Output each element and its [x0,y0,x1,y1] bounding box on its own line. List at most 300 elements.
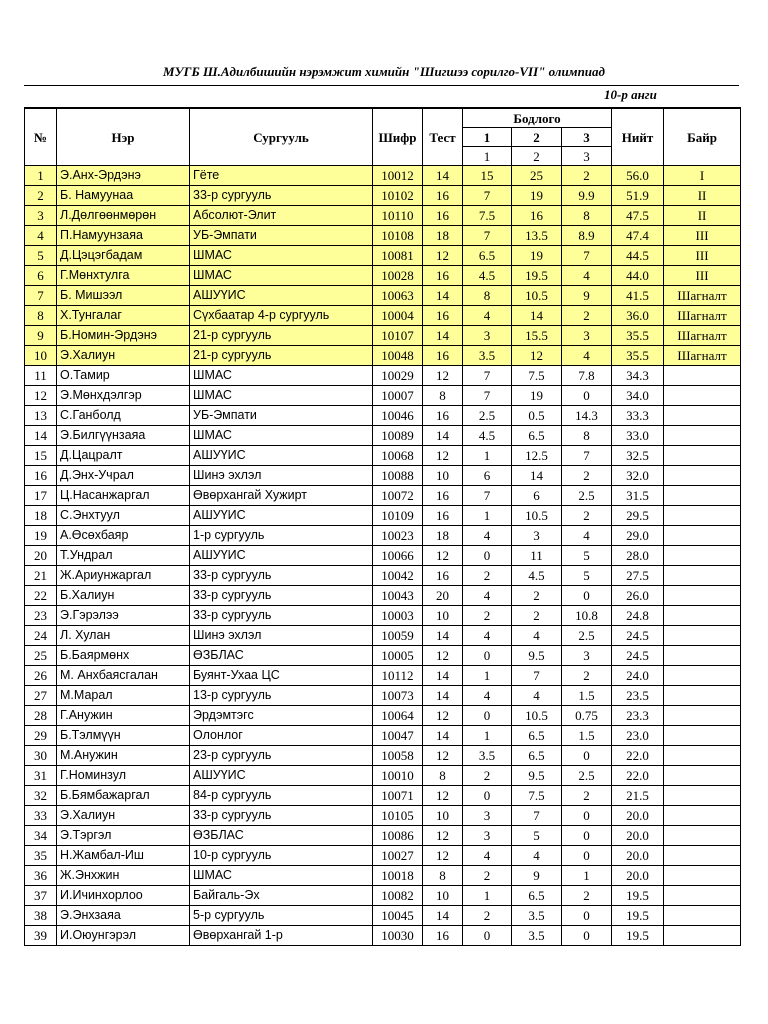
cell-place: III [664,226,741,246]
cell-total: 35.5 [612,326,664,346]
cell-p1: 0 [463,646,512,666]
cell-school: АШУҮИС [190,286,373,306]
cell-p1: 7 [463,186,512,206]
cell-total: 19.5 [612,886,664,906]
cell-test: 8 [423,866,463,886]
cell-school: УБ-Эмпати [190,406,373,426]
cell-code: 10112 [373,666,423,686]
cell-p1: 1 [463,506,512,526]
cell-test: 12 [423,826,463,846]
cell-place [664,466,741,486]
cell-no: 19 [25,526,57,546]
header-name: Нэр [57,108,190,166]
cell-p1: 1 [463,726,512,746]
cell-test: 14 [423,666,463,686]
cell-school: Шинэ эхлэл [190,626,373,646]
table-row [25,586,741,606]
cell-p3: 0.75 [562,706,612,726]
cell-code: 10004 [373,306,423,326]
table-row [25,766,741,786]
cell-school: 13-р сургууль [190,686,373,706]
cell-place [664,746,741,766]
cell-p2: 9 [512,866,562,886]
cell-p3: 7 [562,446,612,466]
cell-name: Б.Тэлмүүн [57,726,190,746]
cell-no: 32 [25,786,57,806]
cell-code: 10107 [373,326,423,346]
cell-code: 10108 [373,226,423,246]
cell-p2: 9.5 [512,646,562,666]
cell-p2: 10.5 [512,286,562,306]
cell-p1: 6.5 [463,246,512,266]
cell-p2: 2 [512,586,562,606]
cell-test: 12 [423,366,463,386]
cell-total: 28.0 [612,546,664,566]
cell-p2: 10.5 [512,506,562,526]
cell-name: Б.Бямбажаргал [57,786,190,806]
cell-school: Абсолют-Элит [190,206,373,226]
cell-p2: 6.5 [512,726,562,746]
cell-code: 10081 [373,246,423,266]
cell-no: 34 [25,826,57,846]
cell-no: 10 [25,346,57,366]
cell-code: 10046 [373,406,423,426]
cell-code: 10089 [373,426,423,446]
table-row [25,546,741,566]
cell-test: 10 [423,466,463,486]
header-problem-3-sub: 3 [562,147,612,166]
cell-code: 10042 [373,566,423,586]
table-row [25,906,741,926]
cell-total: 23.5 [612,686,664,706]
cell-test: 12 [423,706,463,726]
cell-place [664,586,741,606]
cell-total: 33.0 [612,426,664,446]
cell-no: 33 [25,806,57,826]
cell-p3: 0 [562,746,612,766]
cell-place [664,866,741,886]
table-row [25,306,741,326]
cell-place [664,506,741,526]
cell-p1: 1 [463,666,512,686]
cell-name: И.Ичинхорлоо [57,886,190,906]
table-row [25,326,741,346]
cell-test: 14 [423,166,463,186]
cell-p1: 7.5 [463,206,512,226]
cell-no: 4 [25,226,57,246]
cell-school: АШУҮИС [190,506,373,526]
cell-school: ШМАС [190,866,373,886]
table-row [25,406,741,426]
cell-no: 28 [25,706,57,726]
cell-p3: 5 [562,566,612,586]
cell-p2: 4 [512,846,562,866]
header-problem-3: 3 [562,128,612,147]
cell-school: ӨЗБЛАС [190,826,373,846]
cell-school: АШУҮИС [190,766,373,786]
header-school: Сургууль [190,108,373,166]
cell-name: Б. Намуунаа [57,186,190,206]
header-test: Тест [423,108,463,166]
cell-p2: 7 [512,666,562,686]
table-row [25,726,741,746]
cell-name: Т.Ундрал [57,546,190,566]
cell-school: 84-р сургууль [190,786,373,806]
cell-school: 33-р сургууль [190,566,373,586]
cell-place [664,526,741,546]
cell-p1: 8 [463,286,512,306]
cell-p3: 8 [562,426,612,446]
cell-p2: 4 [512,626,562,646]
cell-p2: 12.5 [512,446,562,466]
cell-p3: 8.9 [562,226,612,246]
cell-name: Э.Энхзаяа [57,906,190,926]
cell-p1: 6 [463,466,512,486]
table-row [25,266,741,286]
cell-test: 12 [423,246,463,266]
cell-total: 24.5 [612,626,664,646]
cell-no: 27 [25,686,57,706]
cell-place [664,626,741,646]
cell-place: I [664,166,741,186]
cell-school: Гёте [190,166,373,186]
cell-no: 24 [25,626,57,646]
header-problem-1-sub: 1 [463,147,512,166]
header-code: Шифр [373,108,423,166]
cell-p3: 2 [562,506,612,526]
cell-test: 14 [423,626,463,646]
cell-total: 44.0 [612,266,664,286]
cell-p1: 1 [463,886,512,906]
cell-p3: 2 [562,786,612,806]
cell-name: Л. Хулан [57,626,190,646]
cell-code: 10073 [373,686,423,706]
cell-p3: 0 [562,586,612,606]
header-total: Нийт [612,108,664,166]
cell-code: 10109 [373,506,423,526]
cell-p2: 14 [512,306,562,326]
cell-p3: 2.5 [562,626,612,646]
cell-school: 33-р сургууль [190,606,373,626]
cell-p3: 2.5 [562,766,612,786]
cell-school: ШМАС [190,426,373,446]
cell-total: 31.5 [612,486,664,506]
cell-test: 18 [423,226,463,246]
cell-name: Э.Халиун [57,346,190,366]
cell-p3: 2.5 [562,486,612,506]
cell-test: 14 [423,326,463,346]
cell-no: 39 [25,926,57,946]
cell-school: ӨЗБЛАС [190,646,373,666]
table-row [25,606,741,626]
cell-no: 1 [25,166,57,186]
cell-code: 10028 [373,266,423,286]
cell-name: О.Тамир [57,366,190,386]
cell-p2: 6.5 [512,746,562,766]
cell-p2: 12 [512,346,562,366]
cell-test: 16 [423,506,463,526]
table-row [25,786,741,806]
cell-name: Г.Мөнхтулга [57,266,190,286]
cell-name: М.Марал [57,686,190,706]
cell-no: 2 [25,186,57,206]
cell-school: Эрдэмтэгс [190,706,373,726]
cell-school: Шинэ эхлэл [190,466,373,486]
cell-code: 10003 [373,606,423,626]
table-row [25,806,741,826]
cell-no: 23 [25,606,57,626]
cell-school: Олонлог [190,726,373,746]
cell-total: 20.0 [612,826,664,846]
results-table [24,107,741,946]
table-row [25,846,741,866]
cell-school: Өвөрхангай 1-р [190,926,373,946]
cell-code: 10048 [373,346,423,366]
table-row [25,246,741,266]
cell-no: 21 [25,566,57,586]
cell-no: 5 [25,246,57,266]
table-row [25,486,741,506]
cell-name: Б.Номин-Эрдэнэ [57,326,190,346]
cell-p1: 4 [463,586,512,606]
cell-no: 17 [25,486,57,506]
cell-total: 36.0 [612,306,664,326]
cell-p3: 9.9 [562,186,612,206]
table-row [25,286,741,306]
table-row [25,566,741,586]
cell-p3: 0 [562,806,612,826]
cell-p1: 3 [463,826,512,846]
cell-name: С.Ганболд [57,406,190,426]
cell-no: 11 [25,366,57,386]
cell-name: М. Анхбаясгалан [57,666,190,686]
cell-school: 5-р сургууль [190,906,373,926]
cell-place [664,686,741,706]
cell-test: 20 [423,586,463,606]
cell-p2: 7.5 [512,366,562,386]
cell-no: 22 [25,586,57,606]
cell-test: 10 [423,606,463,626]
cell-total: 34.0 [612,386,664,406]
cell-total: 24.0 [612,666,664,686]
cell-total: 29.5 [612,506,664,526]
cell-test: 16 [423,926,463,946]
cell-test: 12 [423,846,463,866]
cell-p3: 7 [562,246,612,266]
cell-code: 10043 [373,586,423,606]
cell-p3: 0 [562,906,612,926]
cell-code: 10064 [373,706,423,726]
cell-no: 29 [25,726,57,746]
cell-test: 12 [423,446,463,466]
cell-no: 12 [25,386,57,406]
cell-p2: 7.5 [512,786,562,806]
cell-code: 10010 [373,766,423,786]
cell-place: III [664,266,741,286]
cell-name: Д.Энх-Учрал [57,466,190,486]
cell-name: Э.Тэргэл [57,826,190,846]
document-title: МУГБ Ш.Адилбишийн нэрэмжит химийн "Шигшээ сорилго-VII" олимпиад [162,64,605,79]
table-row [25,746,741,766]
cell-p1: 7 [463,366,512,386]
cell-total: 47.5 [612,206,664,226]
cell-no: 7 [25,286,57,306]
cell-test: 12 [423,746,463,766]
cell-school: 1-р сургууль [190,526,373,546]
cell-p1: 4 [463,526,512,546]
cell-test: 16 [423,566,463,586]
cell-p1: 0 [463,926,512,946]
cell-code: 10059 [373,626,423,646]
cell-p3: 14.3 [562,406,612,426]
cell-school: 33-р сургууль [190,806,373,826]
cell-p2: 2 [512,606,562,626]
cell-place [664,906,741,926]
cell-p3: 0 [562,846,612,866]
cell-total: 20.0 [612,866,664,886]
cell-p3: 3 [562,646,612,666]
results-table-body [25,166,741,946]
cell-code: 10012 [373,166,423,186]
title-rule [24,85,739,86]
cell-school: 33-р сургууль [190,586,373,606]
cell-no: 38 [25,906,57,926]
cell-code: 10029 [373,366,423,386]
cell-name: Л.Дөлгөөнмөрөн [57,206,190,226]
cell-p1: 2 [463,766,512,786]
cell-total: 20.0 [612,846,664,866]
grade-label: 10-р анги [604,87,657,102]
cell-p1: 7 [463,486,512,506]
cell-school: Буянт-Ухаа ЦС [190,666,373,686]
cell-p3: 0 [562,386,612,406]
cell-code: 10058 [373,746,423,766]
cell-place [664,566,741,586]
cell-p3: 1.5 [562,726,612,746]
cell-p1: 0 [463,546,512,566]
cell-code: 10102 [373,186,423,206]
cell-school: 23-р сургууль [190,746,373,766]
cell-no: 6 [25,266,57,286]
cell-p2: 15.5 [512,326,562,346]
cell-p2: 6.5 [512,426,562,446]
cell-school: АШУҮИС [190,446,373,466]
cell-p3: 1.5 [562,686,612,706]
cell-p3: 3 [562,326,612,346]
cell-place: II [664,186,741,206]
cell-school: Сүхбаатар 4-р сургууль [190,306,373,326]
cell-test: 16 [423,306,463,326]
cell-p2: 25 [512,166,562,186]
cell-p1: 3.5 [463,346,512,366]
cell-place [664,546,741,566]
cell-total: 32.0 [612,466,664,486]
cell-code: 10045 [373,906,423,926]
cell-total: 35.5 [612,346,664,366]
cell-p3: 9 [562,286,612,306]
cell-name: Э.Мөнхдэлгэр [57,386,190,406]
cell-no: 16 [25,466,57,486]
cell-p2: 7 [512,806,562,826]
cell-p1: 7 [463,386,512,406]
cell-test: 14 [423,426,463,446]
cell-total: 47.4 [612,226,664,246]
cell-test: 10 [423,806,463,826]
cell-place [664,446,741,466]
cell-p1: 2 [463,606,512,626]
cell-code: 10082 [373,886,423,906]
table-row [25,666,741,686]
cell-code: 10072 [373,486,423,506]
header-problem-2: 2 [512,128,562,147]
cell-total: 32.5 [612,446,664,466]
cell-p1: 2 [463,866,512,886]
cell-no: 13 [25,406,57,426]
cell-p2: 10.5 [512,706,562,726]
cell-p3: 2 [562,466,612,486]
cell-p2: 19.5 [512,266,562,286]
table-row [25,446,741,466]
cell-no: 3 [25,206,57,226]
cell-total: 19.5 [612,926,664,946]
cell-school: 21-р сургууль [190,326,373,346]
cell-p2: 3.5 [512,906,562,926]
cell-name: Г.Номинзул [57,766,190,786]
cell-code: 10005 [373,646,423,666]
cell-p1: 4 [463,626,512,646]
cell-test: 14 [423,726,463,746]
cell-place: Шагналт [664,306,741,326]
cell-name: Б.Халиун [57,586,190,606]
cell-place [664,406,741,426]
cell-total: 41.5 [612,286,664,306]
cell-total: 21.5 [612,786,664,806]
cell-p1: 4 [463,846,512,866]
cell-name: С.Энхтуул [57,506,190,526]
cell-p2: 4.5 [512,566,562,586]
cell-school: ШМАС [190,386,373,406]
cell-place [664,886,741,906]
cell-test: 16 [423,186,463,206]
cell-p3: 0 [562,826,612,846]
table-row [25,366,741,386]
cell-name: П.Намуунзаяа [57,226,190,246]
cell-no: 8 [25,306,57,326]
cell-p3: 2 [562,166,612,186]
cell-test: 16 [423,346,463,366]
cell-place [664,646,741,666]
cell-total: 24.5 [612,646,664,666]
cell-total: 19.5 [612,906,664,926]
cell-p3: 4 [562,346,612,366]
cell-p3: 7.8 [562,366,612,386]
cell-place [664,486,741,506]
table-row [25,686,741,706]
cell-test: 12 [423,786,463,806]
cell-school: ШМАС [190,246,373,266]
cell-total: 23.0 [612,726,664,746]
cell-p2: 4 [512,686,562,706]
cell-p2: 3 [512,526,562,546]
cell-no: 35 [25,846,57,866]
cell-test: 14 [423,286,463,306]
cell-no: 26 [25,666,57,686]
cell-p3: 2 [562,666,612,686]
cell-no: 18 [25,506,57,526]
table-row [25,826,741,846]
cell-p3: 2 [562,886,612,906]
cell-p3: 2 [562,306,612,326]
